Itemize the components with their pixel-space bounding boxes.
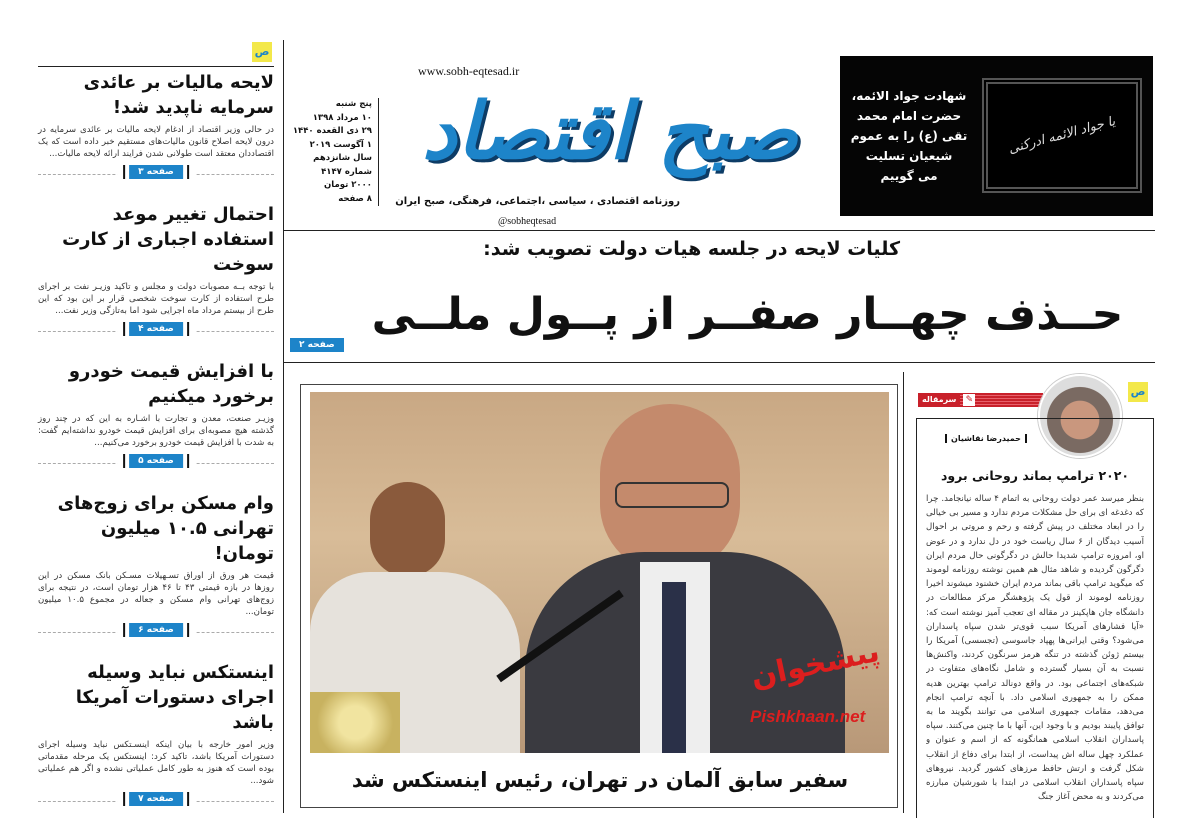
story-body: در حالی وزیر اقتصاد از ادغام لایحه مالیات بر عائدی سرمایه در درون لایحه اصلاح قانون مالیات‌های مستقیم خبر داده است که یک اقتصاددان معتقد است طولانی شدن فرایند ارائه لایحه مالیات... bbox=[38, 125, 274, 159]
photo-frame bbox=[300, 384, 898, 808]
page-tag-wrap bbox=[117, 322, 195, 336]
lead-headline[interactable]: حــذف چهــار صفــر از پــول ملــی bbox=[371, 289, 1124, 340]
page-tag[interactable]: صفحه ۴ bbox=[129, 322, 183, 336]
photo-person-left-head bbox=[370, 482, 445, 577]
newspaper-logo: صبح اقتصاد bbox=[422, 87, 798, 177]
calligraphy: یا جواد الائمه ادرکنی bbox=[1006, 114, 1118, 157]
condolence-line: حضرت امام محمد bbox=[856, 109, 962, 123]
tagline: روزنامه اقتصادی ، سیاسی ،اجتماعی، فرهنگی، صبح ایران bbox=[395, 196, 680, 207]
page-tag-row bbox=[38, 165, 274, 183]
calligraphy-frame bbox=[982, 78, 1142, 193]
page-tag-wrap bbox=[117, 454, 195, 468]
issue-price: ۲۰۰۰ تومان bbox=[324, 180, 372, 190]
divider bbox=[187, 792, 189, 806]
page-tag-row bbox=[38, 792, 274, 810]
divider bbox=[187, 322, 189, 336]
story-body: وزیـر صنعت، معدن و تجارت با اشـاره به این که در چند روز گذشته هیچ مصوبه‌ای برای افزایش قیمت خودرو نداشته‌ایم گفت: به شدت با افزایش قیمت خودرو برخورد می‌کنیم... bbox=[38, 414, 274, 448]
condolence-box bbox=[840, 56, 1153, 216]
story-headline[interactable]: لایحه مالیات بر عائدی سرمایه ناپدید شد! bbox=[83, 72, 274, 118]
story-body: قیمت هر ورق از اوراق تسـهیلات مسـکن بانک مسکن در این روزها در بازه قیمتی ۴۳ تا ۴۶ هزار تومان است، در نتیجه برای زوج‌های تهرانی وام مسکن و جعاله در مجموع ۱۰.۵ میلیون تومان... bbox=[38, 571, 274, 617]
sobh-logo-icon: ص bbox=[1128, 382, 1148, 402]
sobh-logo-icon: ص bbox=[252, 42, 272, 62]
issue-pages: ۸ صفحه bbox=[338, 193, 372, 204]
news-photo[interactable] bbox=[310, 392, 889, 753]
story-headline[interactable]: اینستکس نباید وسیله اجرای دستورات آمریکا باشد bbox=[75, 662, 274, 733]
watermark-en: Pishkhaan.net bbox=[750, 707, 866, 726]
story-headline[interactable]: با افزایش قیمت خودرو برخورد میکنیم bbox=[68, 361, 274, 407]
issue-day: پنج شنبه bbox=[335, 99, 372, 109]
editorial-section-label: سرمقاله bbox=[918, 393, 960, 407]
condolence-line: شیعیان تسلیت bbox=[865, 149, 953, 163]
editorial-body: بنظر میرسد عمر دولت روحانی به اتمام ۴ ساله نیانجامد. چرا که دغدغه ای برای حل مشکلات مردم ندارد و مسیر بی خیالی را در ابعاد مختلف در پیش گرفته و رحم و مروتی بر احوال آسیب دیدگان از ۶ سال ریاست خود در دل ندارد و در عوض او، امروزه ترامپ شدیدا حالش در دگرگونی حال مردم ایران دگرگون گردیده و شاهد مثال هم همین نوشته روزنامه لوموند که میگوید ترامپ باقی بماند مردم ایران خشنود میشوند اخیرا روزنامه لوموند از قول یک پژوهشگر مرکز مطالعات در دانشگاه جان هاپکینز در مقاله ای تعجب آمیز نوشته است که: «آیا فشارهای آمریکا سبب قوی‌تر شدن سپاه پاسداران می‌شود؟ وقتی ایرانی‌ها پهپاد جاسوسی (تجسسی) آمریکا را بیستم ژوئن گذشته در تنگه هرمز سرنگون کردند، واکنش‌ها نسبت به آن بسیار گسترده و شامل نگاه‌های متفاوت در شبکه‌های اجتماعی بود. در واقع دونالد ترامپ بهترین هدیه ممکن را به جمهوری اسلامی داد. با آنچه ترامپ انجام می‌دهد، مقامات جمهوری اسلامی می توانند بگویند ما به توافق پایبند بودیم و با وجود این، آنها با ما چنین می‌کنند. سپاه پاسداران انقلاب اسلامی همانگونه که از اسم و عنوان و عملکرد چهل ساله اش پیداست، از ابتدا برای دفاع از انقلاب شکل گرفت و ارتش حافظ مرزهای کشور گردید. نیروهای سپاه پاسداران انقلاب اسلامی در ابتدا با شورشیان مبارزه می‌کردند و به محض آغاز جنگ bbox=[926, 494, 1144, 803]
column-divider bbox=[283, 40, 284, 813]
issue-date-gregorian: ۱ آگوست ۲۰۱۹ bbox=[309, 139, 372, 150]
page-tag-row bbox=[38, 623, 274, 641]
editorial-banner bbox=[918, 393, 1043, 407]
masthead-divider bbox=[283, 230, 1155, 231]
condolence-line: تقی (ع) را به عموم bbox=[850, 129, 968, 143]
editorial-title[interactable]: ۲۰۲۰ ترامپ بماند روحانی برود bbox=[940, 468, 1129, 483]
sidebar-top-rule bbox=[38, 66, 274, 67]
editorial-author: حمیدرضا نقاشیان bbox=[945, 434, 1027, 443]
issue-year: سال شانزدهم bbox=[313, 153, 372, 163]
page-tag[interactable]: صفحه ۵ bbox=[129, 454, 183, 468]
page-tag[interactable]: صفحه ۷ bbox=[129, 792, 183, 806]
right-column-divider bbox=[903, 372, 904, 813]
sidebar-story[interactable] bbox=[38, 660, 274, 810]
divider bbox=[123, 792, 125, 806]
issue-date-solar: ۱۰ مرداد ۱۳۹۸ bbox=[312, 112, 372, 123]
lead-kicker: کلیات لایحه در جلسه هیات دولت تصویب شد: bbox=[483, 238, 900, 260]
condolence-line: شهادت جواد الائمه، bbox=[851, 89, 967, 103]
story-body: با توجه بــه مصوبات دولت و مجلس و تاکید وزیـر نفت بر اجرای طرح استفاده از کارت سوخت شخصی قرار بر این بود که این طرح از بیستم مرداد ماه اجرایی شود اما به‌تازگی وزیر نفت... bbox=[38, 282, 274, 316]
issue-date-lunar: ۲۹ ذی القعده ۱۴۴۰ bbox=[292, 126, 372, 136]
social-handle[interactable]: @sobheqtesad bbox=[490, 216, 564, 227]
photo-caption[interactable]: سفیر سابق آلمان در تهران، رئیس اینستکس شد bbox=[351, 768, 849, 792]
page-tag-wrap bbox=[117, 792, 195, 806]
photo-person-right-glasses bbox=[615, 482, 729, 508]
page-tag[interactable]: صفحه ۶ bbox=[129, 623, 183, 637]
divider bbox=[123, 165, 125, 179]
watermark-fa: پیشخوان bbox=[747, 633, 883, 696]
divider bbox=[123, 322, 125, 336]
page-tag[interactable]: صفحه ۳ bbox=[129, 165, 183, 179]
condolence-text bbox=[842, 86, 976, 186]
photo-flowers bbox=[310, 692, 400, 753]
sidebar-story[interactable] bbox=[38, 202, 274, 340]
page-tag[interactable]: صفحه ۲ bbox=[290, 338, 344, 352]
story-headline[interactable]: وام مسکن برای زوج‌های تهرانی ۱۰.۵ میلیون تومان! bbox=[57, 493, 274, 564]
page-tag-row bbox=[38, 322, 274, 340]
story-headline[interactable]: احتمال تغییر موعد استفاده اجباری از کارت سوخت bbox=[62, 204, 274, 275]
sidebar-story[interactable] bbox=[38, 491, 274, 641]
divider bbox=[187, 623, 189, 637]
issue-number: شماره ۴۱۴۷ bbox=[321, 166, 372, 177]
pen-icon: ✎ bbox=[963, 394, 975, 406]
sidebar-stories bbox=[38, 70, 274, 810]
page-tag-row bbox=[38, 454, 274, 472]
website-link[interactable]: www.sobh-eqtesad.ir bbox=[418, 64, 520, 78]
page-tag-wrap bbox=[117, 165, 195, 179]
divider bbox=[187, 454, 189, 468]
page-tag-wrap bbox=[117, 623, 195, 637]
sidebar-story[interactable] bbox=[38, 359, 274, 472]
story-body: وزیر امور خارجه با بیان اینکه اینسـتکس نباید وسیله اجرای دستورات آمریکا باشد، تاکید کرد: اینستکس یک مرحله مقدماتی بوده است که هنوز به طور کامل عملیاتی نشده و اگر هم عملیاتی شود... bbox=[38, 740, 274, 786]
sidebar-story[interactable] bbox=[38, 70, 274, 183]
divider bbox=[123, 623, 125, 637]
divider bbox=[187, 165, 189, 179]
condolence-line: می گوییم bbox=[880, 169, 938, 183]
photo-tie bbox=[662, 582, 686, 753]
issue-info bbox=[290, 98, 379, 206]
divider bbox=[123, 454, 125, 468]
lead-divider bbox=[283, 362, 1155, 363]
